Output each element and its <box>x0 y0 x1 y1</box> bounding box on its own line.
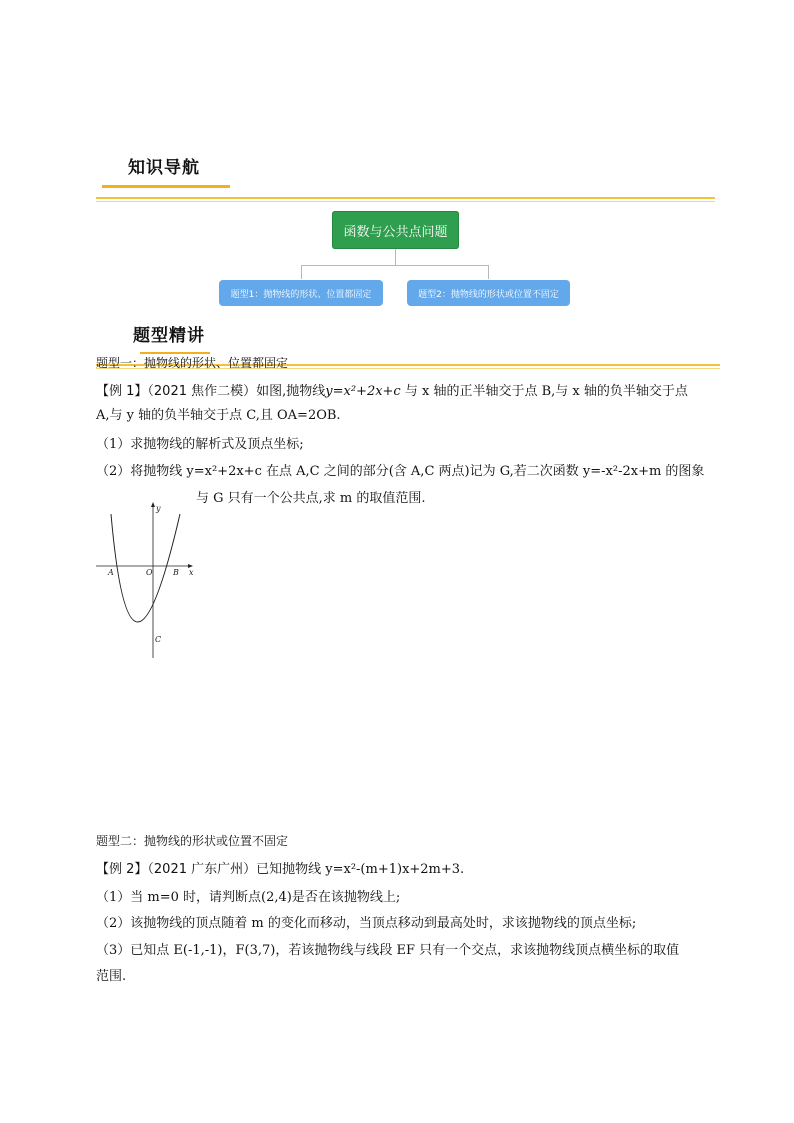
example1-question2-line1: （2）将抛物线 y=x²+2x+c 在点 A,C 之间的部分(含 A,C 两点)记为 G,若二次函数 y=-x²-2x+m 的图象 <box>96 464 705 479</box>
example2-question2: （2）该抛物线的顶点随着 m 的变化而移动，当顶点移动到最高处时，求该抛物线的顶点坐标; <box>96 916 637 931</box>
type1-heading: 题型一：抛物线的形状、位置都固定 <box>96 356 289 370</box>
formula: y=x²+2x+c <box>325 384 401 399</box>
mindmap-child-node-type2 <box>407 280 570 306</box>
section-title-question-types: 题型精讲 <box>133 326 205 346</box>
example2-question3-line2: 范围. <box>96 969 127 984</box>
example1-line1 <box>96 381 688 403</box>
example-text: 与 x 轴的正半轴交于点 B,与 x 轴的负半轴交于点 <box>400 384 688 399</box>
connector-line <box>395 249 396 265</box>
mindmap-root-node <box>332 211 459 249</box>
label-O: O <box>146 568 153 577</box>
example1-question1: （1）求抛物线的解析式及顶点坐标; <box>96 437 304 452</box>
divider-rule <box>96 197 715 199</box>
type2-heading: 题型二：抛物线的形状或位置不固定 <box>96 834 289 848</box>
parabola-graph <box>94 500 198 660</box>
label-C: C <box>155 635 162 644</box>
mindmap-child-label: 题型2：抛物线的形状或位置不固定 <box>418 289 559 300</box>
divider-rule-thin <box>96 201 715 202</box>
section-title-underline <box>102 185 230 188</box>
example2-question3-line1: （3）已知点 E(-1,-1)，F(3,7)，若该抛物线与线段 EF 只有一个交点，求该抛物线顶点横坐标的取值 <box>96 943 680 958</box>
example-tag: 【例 2】 <box>96 862 148 877</box>
label-B: B <box>173 568 179 577</box>
example-source: （2021 焦作二模） <box>147 384 257 399</box>
connector-line <box>301 265 489 266</box>
example1-line2: A,与 y 轴的负半轴交于点 C,且 OA=2OB. <box>96 408 341 423</box>
label-A: A <box>108 568 114 577</box>
example2-line1 <box>96 859 464 881</box>
connector-line <box>488 265 489 279</box>
connector-line <box>301 265 302 279</box>
example2-question1: （1）当 m=0 时，请判断点(2,4)是否在该抛物线上; <box>96 890 401 905</box>
mindmap-root-label: 函数与公共点问题 <box>343 224 448 240</box>
example-text: 已知抛物线 y=x²-(m+1)x+2m+3. <box>256 862 465 877</box>
example-tag: 【例 1】 <box>96 384 148 399</box>
y-axis-arrow-icon <box>151 502 155 507</box>
example-text: 如图,抛物线 <box>256 384 326 399</box>
section-title-knowledge-navigation: 知识导航 <box>128 158 200 178</box>
mindmap-child-node-type1 <box>219 280 383 306</box>
label-x: x <box>189 568 194 577</box>
example1-question2-line2: 与 G 只有一个公共点,求 m 的取值范围. <box>196 491 426 506</box>
mindmap-child-label: 题型1：抛物线的形状、位置都固定 <box>230 289 372 300</box>
example-source: （2021 广东广州） <box>147 862 257 877</box>
label-y: y <box>156 504 161 513</box>
